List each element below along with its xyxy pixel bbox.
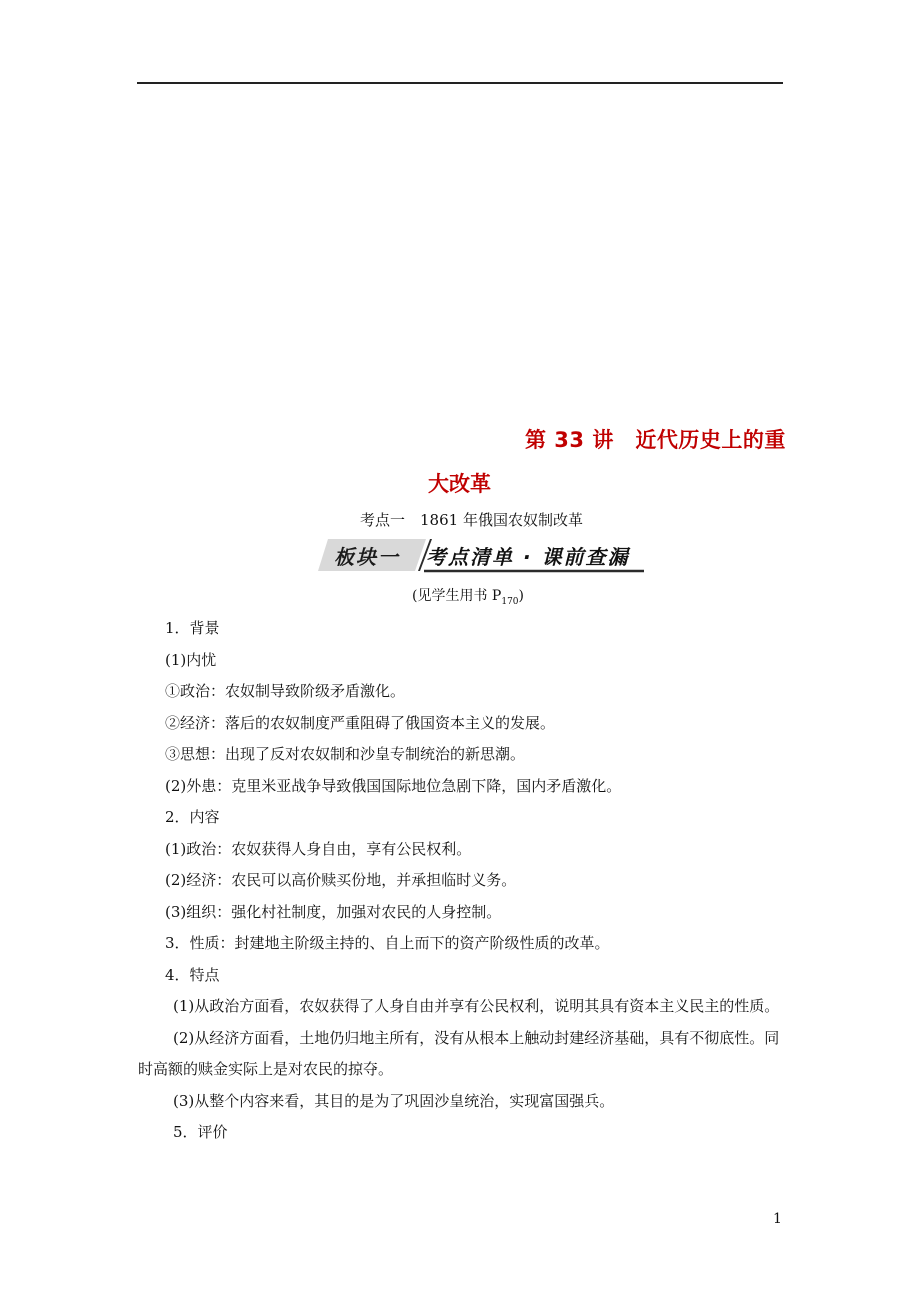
paragraph: 5．评价 — [173, 1123, 228, 1141]
paragraph: (2)外患：克里米亚战争导致俄国国际地位急剧下降，国内矛盾激化。 — [165, 776, 622, 795]
paragraph: ②经济：落后的农奴制度严重阻碍了俄国资本主义的发展。 — [165, 713, 556, 732]
lecture-title-line1: 第 33 讲 近代历史上的重 — [525, 428, 786, 452]
paragraph: (3)组织：强化村社制度，加强对农民的人身控制。 — [165, 902, 502, 921]
student-book-ref — [412, 585, 524, 607]
ref-prefix: (见学生用书 P — [412, 588, 502, 604]
banner-left-text: 板块一 — [334, 545, 400, 569]
paragraph: (3)从整个内容来看，其目的是为了巩固沙皇统治，实现富国强兵。 — [173, 1091, 615, 1110]
paragraph: (1)政治：农奴获得人身自由，享有公民权利。 — [165, 839, 472, 858]
body-text — [138, 613, 783, 1149]
header-rule — [137, 82, 783, 84]
paragraph: ①政治：农奴制导致阶级矛盾激化。 — [165, 682, 406, 700]
paragraph: (1)从政治方面看，农奴获得了人身自由并享有公民权利，说明其具有资本主义民主的性质。 — [173, 997, 780, 1015]
paragraph: 3．性质：封建地主阶级主持的、自上而下的资产阶级性质的改革。 — [165, 934, 610, 952]
paragraph: (2)经济：农民可以高价赎买份地，并承担临时义务。 — [165, 871, 517, 889]
paragraph: (2)从经济方面看，土地仍归地主所有，没有从根本上触动封建经济基础，具有不彻底性。同时高额的赎金实际上是对农民的掠夺。 — [138, 1028, 780, 1078]
section-banner — [318, 537, 644, 573]
ref-page: 170 — [501, 596, 519, 607]
paragraph: 1．背景 — [165, 619, 220, 637]
paragraph: 4．特点 — [165, 965, 220, 984]
banner-right-text: 考点清单 · 课前查漏 — [426, 545, 630, 569]
paragraph: (1)内忧 — [165, 650, 217, 669]
ref-suffix: ) — [518, 588, 524, 604]
page-number: 1 — [773, 1211, 782, 1227]
paragraph: 2．内容 — [165, 808, 220, 826]
kaodian-heading: 考点一 1861 年俄国农奴制改革 — [360, 511, 583, 529]
lecture-title-line2: 大改革 — [428, 472, 491, 496]
paragraph: ③思想：出现了反对农奴制和沙皇专制统治的新思潮。 — [165, 745, 526, 763]
